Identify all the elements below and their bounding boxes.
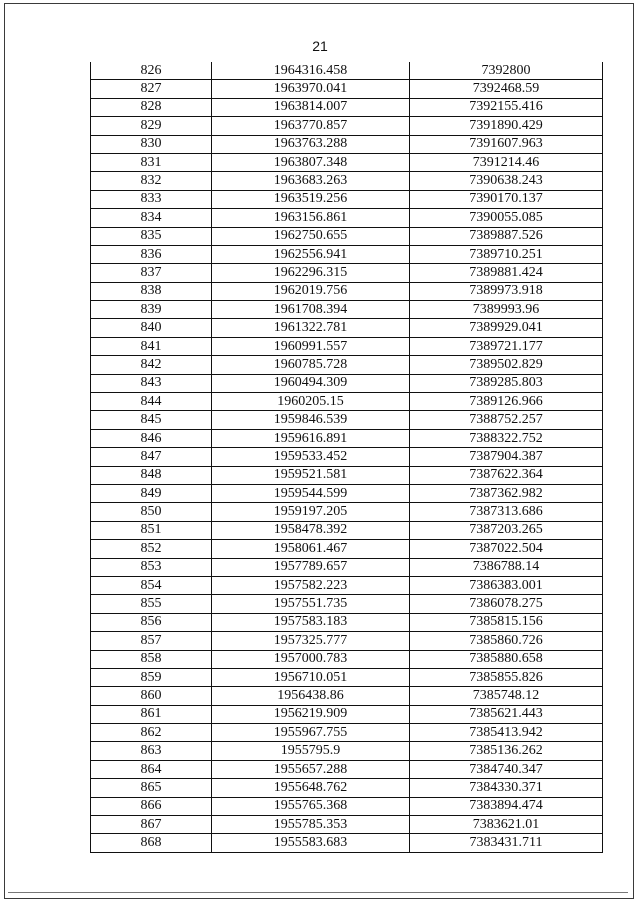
point-number-cell: 853 xyxy=(91,558,212,576)
table-row xyxy=(91,558,603,576)
point-number-cell: 828 xyxy=(91,98,212,116)
y-coordinate-cell: 7386383.001 xyxy=(410,576,603,594)
x-coordinate-cell: 1957582.223 xyxy=(212,576,410,594)
x-coordinate-cell: 1961708.394 xyxy=(212,301,410,319)
table-row xyxy=(91,282,603,300)
x-coordinate-cell: 1955785.353 xyxy=(212,816,410,834)
x-coordinate-cell: 1960494.309 xyxy=(212,374,410,392)
y-coordinate-cell: 7385855.826 xyxy=(410,668,603,686)
y-coordinate-cell: 7389881.424 xyxy=(410,264,603,282)
y-coordinate-cell: 7391890.429 xyxy=(410,117,603,135)
point-number-cell: 843 xyxy=(91,374,212,392)
x-coordinate-cell: 1955657.288 xyxy=(212,760,410,778)
y-coordinate-cell: 7386788.14 xyxy=(410,558,603,576)
table-row xyxy=(91,797,603,815)
x-coordinate-cell: 1963770.857 xyxy=(212,117,410,135)
point-number-cell: 862 xyxy=(91,724,212,742)
table-row xyxy=(91,668,603,686)
x-coordinate-cell: 1962556.941 xyxy=(212,245,410,263)
table-row xyxy=(91,650,603,668)
x-coordinate-cell: 1959521.581 xyxy=(212,466,410,484)
x-coordinate-cell: 1964316.458 xyxy=(212,62,410,80)
point-number-cell: 868 xyxy=(91,834,212,852)
point-number-cell: 848 xyxy=(91,466,212,484)
table-row xyxy=(91,62,603,80)
y-coordinate-cell: 7385860.726 xyxy=(410,632,603,650)
point-number-cell: 840 xyxy=(91,319,212,337)
point-number-cell: 863 xyxy=(91,742,212,760)
x-coordinate-cell: 1963763.288 xyxy=(212,135,410,153)
page-number: 21 xyxy=(312,38,328,54)
table-row xyxy=(91,135,603,153)
table-row xyxy=(91,742,603,760)
point-number-cell: 852 xyxy=(91,540,212,558)
point-number-cell: 827 xyxy=(91,80,212,98)
y-coordinate-cell: 7391607.963 xyxy=(410,135,603,153)
y-coordinate-cell: 7384330.371 xyxy=(410,779,603,797)
y-coordinate-cell: 7386078.275 xyxy=(410,595,603,613)
point-number-cell: 841 xyxy=(91,337,212,355)
point-number-cell: 865 xyxy=(91,779,212,797)
point-number-cell: 833 xyxy=(91,190,212,208)
x-coordinate-cell: 1963970.041 xyxy=(212,80,410,98)
x-coordinate-cell: 1957789.657 xyxy=(212,558,410,576)
x-coordinate-cell: 1955967.755 xyxy=(212,724,410,742)
table-row xyxy=(91,98,603,116)
point-number-cell: 864 xyxy=(91,760,212,778)
point-number-cell: 839 xyxy=(91,301,212,319)
y-coordinate-cell: 7389887.526 xyxy=(410,227,603,245)
y-coordinate-cell: 7389721.177 xyxy=(410,337,603,355)
table-row xyxy=(91,760,603,778)
table-row xyxy=(91,227,603,245)
x-coordinate-cell: 1959197.205 xyxy=(212,503,410,521)
y-coordinate-cell: 7389993.96 xyxy=(410,301,603,319)
y-coordinate-cell: 7387362.982 xyxy=(410,484,603,502)
y-coordinate-cell: 7392155.416 xyxy=(410,98,603,116)
coordinates-table xyxy=(90,62,603,853)
x-coordinate-cell: 1955795.9 xyxy=(212,742,410,760)
y-coordinate-cell: 7385136.262 xyxy=(410,742,603,760)
x-coordinate-cell: 1956219.909 xyxy=(212,705,410,723)
point-number-cell: 835 xyxy=(91,227,212,245)
table-row xyxy=(91,245,603,263)
x-coordinate-cell: 1959533.452 xyxy=(212,448,410,466)
x-coordinate-cell: 1962750.655 xyxy=(212,227,410,245)
x-coordinate-cell: 1959544.599 xyxy=(212,484,410,502)
x-coordinate-cell: 1963519.256 xyxy=(212,190,410,208)
point-number-cell: 851 xyxy=(91,521,212,539)
x-coordinate-cell: 1955648.762 xyxy=(212,779,410,797)
y-coordinate-cell: 7388752.257 xyxy=(410,411,603,429)
y-coordinate-cell: 7383431.711 xyxy=(410,834,603,852)
y-coordinate-cell: 7387904.387 xyxy=(410,448,603,466)
point-number-cell: 831 xyxy=(91,153,212,171)
point-number-cell: 845 xyxy=(91,411,212,429)
point-number-cell: 834 xyxy=(91,209,212,227)
x-coordinate-cell: 1957325.777 xyxy=(212,632,410,650)
y-coordinate-cell: 7389929.041 xyxy=(410,319,603,337)
x-coordinate-cell: 1963683.263 xyxy=(212,172,410,190)
y-coordinate-cell: 7389502.829 xyxy=(410,356,603,374)
point-number-cell: 847 xyxy=(91,448,212,466)
x-coordinate-cell: 1960205.15 xyxy=(212,393,410,411)
table-row xyxy=(91,190,603,208)
point-number-cell: 842 xyxy=(91,356,212,374)
table-row xyxy=(91,687,603,705)
table-row xyxy=(91,724,603,742)
y-coordinate-cell: 7389126.966 xyxy=(410,393,603,411)
table-row xyxy=(91,301,603,319)
table-row xyxy=(91,448,603,466)
table-row xyxy=(91,705,603,723)
point-number-cell: 854 xyxy=(91,576,212,594)
table-row xyxy=(91,540,603,558)
table-row xyxy=(91,484,603,502)
y-coordinate-cell: 7387203.265 xyxy=(410,521,603,539)
y-coordinate-cell: 7389710.251 xyxy=(410,245,603,263)
table-row xyxy=(91,337,603,355)
table-row xyxy=(91,632,603,650)
point-number-cell: 850 xyxy=(91,503,212,521)
y-coordinate-cell: 7389973.918 xyxy=(410,282,603,300)
x-coordinate-cell: 1956710.051 xyxy=(212,668,410,686)
x-coordinate-cell: 1956438.86 xyxy=(212,687,410,705)
table-row xyxy=(91,356,603,374)
table-row xyxy=(91,613,603,631)
y-coordinate-cell: 7384740.347 xyxy=(410,760,603,778)
table-row xyxy=(91,80,603,98)
point-number-cell: 857 xyxy=(91,632,212,650)
x-coordinate-cell: 1957551.735 xyxy=(212,595,410,613)
x-coordinate-cell: 1961322.781 xyxy=(212,319,410,337)
table-row xyxy=(91,374,603,392)
table-row xyxy=(91,393,603,411)
table-row xyxy=(91,595,603,613)
point-number-cell: 829 xyxy=(91,117,212,135)
point-number-cell: 867 xyxy=(91,816,212,834)
y-coordinate-cell: 7383621.01 xyxy=(410,816,603,834)
point-number-cell: 860 xyxy=(91,687,212,705)
table-row xyxy=(91,153,603,171)
table-row xyxy=(91,411,603,429)
bottom-edge-line xyxy=(8,892,628,893)
y-coordinate-cell: 7387622.364 xyxy=(410,466,603,484)
table-row xyxy=(91,576,603,594)
y-coordinate-cell: 7388322.752 xyxy=(410,429,603,447)
y-coordinate-cell: 7392468.59 xyxy=(410,80,603,98)
point-number-cell: 832 xyxy=(91,172,212,190)
point-number-cell: 855 xyxy=(91,595,212,613)
table-row xyxy=(91,117,603,135)
point-number-cell: 844 xyxy=(91,393,212,411)
x-coordinate-cell: 1955765.368 xyxy=(212,797,410,815)
table-row xyxy=(91,429,603,447)
x-coordinate-cell: 1959616.891 xyxy=(212,429,410,447)
table-row xyxy=(91,172,603,190)
point-number-cell: 858 xyxy=(91,650,212,668)
point-number-cell: 856 xyxy=(91,613,212,631)
y-coordinate-cell: 7387022.504 xyxy=(410,540,603,558)
x-coordinate-cell: 1963156.861 xyxy=(212,209,410,227)
x-coordinate-cell: 1960991.557 xyxy=(212,337,410,355)
y-coordinate-cell: 7385880.658 xyxy=(410,650,603,668)
y-coordinate-cell: 7389285.803 xyxy=(410,374,603,392)
x-coordinate-cell: 1963807.348 xyxy=(212,153,410,171)
y-coordinate-cell: 7387313.686 xyxy=(410,503,603,521)
x-coordinate-cell: 1963814.007 xyxy=(212,98,410,116)
point-number-cell: 837 xyxy=(91,264,212,282)
y-coordinate-cell: 7385621.443 xyxy=(410,705,603,723)
point-number-cell: 846 xyxy=(91,429,212,447)
x-coordinate-cell: 1962296.315 xyxy=(212,264,410,282)
point-number-cell: 826 xyxy=(91,62,212,80)
x-coordinate-cell: 1958061.467 xyxy=(212,540,410,558)
point-number-cell: 849 xyxy=(91,484,212,502)
table-row xyxy=(91,779,603,797)
x-coordinate-cell: 1960785.728 xyxy=(212,356,410,374)
coordinates-table-body xyxy=(91,62,603,852)
table-row xyxy=(91,319,603,337)
x-coordinate-cell: 1957583.183 xyxy=(212,613,410,631)
y-coordinate-cell: 7385748.12 xyxy=(410,687,603,705)
table-row xyxy=(91,503,603,521)
x-coordinate-cell: 1955583.683 xyxy=(212,834,410,852)
point-number-cell: 866 xyxy=(91,797,212,815)
y-coordinate-cell: 7392800 xyxy=(410,62,603,80)
x-coordinate-cell: 1962019.756 xyxy=(212,282,410,300)
table-row xyxy=(91,521,603,539)
y-coordinate-cell: 7390055.085 xyxy=(410,209,603,227)
table-row xyxy=(91,209,603,227)
point-number-cell: 861 xyxy=(91,705,212,723)
table-row xyxy=(91,466,603,484)
table-row xyxy=(91,834,603,852)
point-number-cell: 838 xyxy=(91,282,212,300)
y-coordinate-cell: 7391214.46 xyxy=(410,153,603,171)
point-number-cell: 830 xyxy=(91,135,212,153)
y-coordinate-cell: 7390638.243 xyxy=(410,172,603,190)
table-row xyxy=(91,816,603,834)
y-coordinate-cell: 7385413.942 xyxy=(410,724,603,742)
y-coordinate-cell: 7385815.156 xyxy=(410,613,603,631)
y-coordinate-cell: 7390170.137 xyxy=(410,190,603,208)
x-coordinate-cell: 1958478.392 xyxy=(212,521,410,539)
y-coordinate-cell: 7383894.474 xyxy=(410,797,603,815)
x-coordinate-cell: 1957000.783 xyxy=(212,650,410,668)
table-row xyxy=(91,264,603,282)
point-number-cell: 859 xyxy=(91,668,212,686)
point-number-cell: 836 xyxy=(91,245,212,263)
x-coordinate-cell: 1959846.539 xyxy=(212,411,410,429)
